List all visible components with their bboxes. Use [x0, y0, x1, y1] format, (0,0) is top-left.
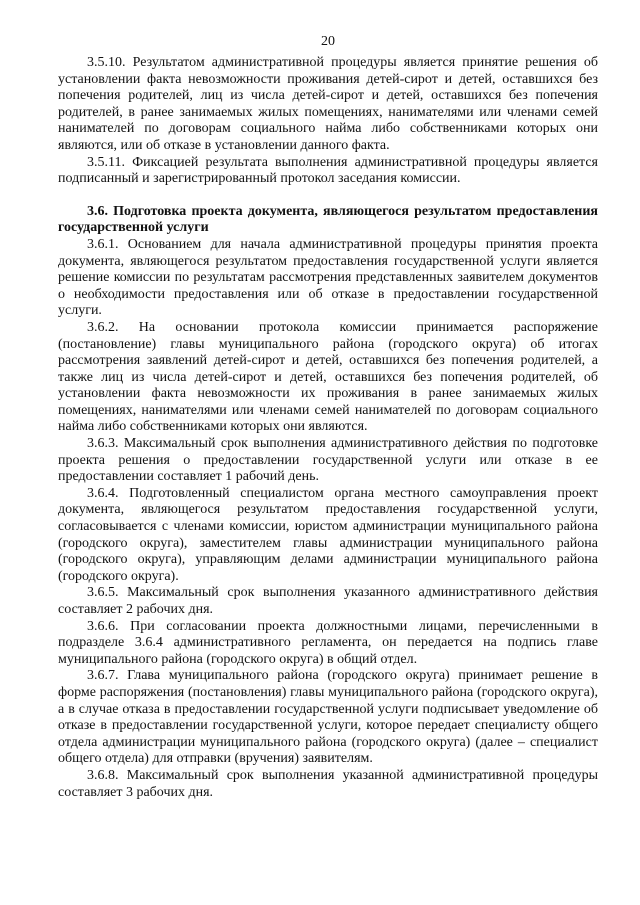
paragraph-3-6-3: 3.6.3. Максимальный срок выполнения административного действия по подготовке проекта решения о предоставлении государственной услуги или отказе в ее предоставлении составляет 1 рабочий день.: [58, 436, 598, 485]
paragraph-3-6-2: 3.6.2. На основании протокола комиссии принимается распоряжение (постановление) главы муниципального района (городского округа) об итогах рассмотрения заявлений детей-сирот и детей, оставшихся без попечения родителей, а также лиц из числа детей-сирот и детей, оставшихся без попечения родителей, об установлении факта невозможности их проживания в ранее занимаемых жилых помещениях, нанимателями или членами семей нанимателей по договорам социального найма либо собственниками которых они являются.: [58, 319, 598, 435]
paragraph-3-6-6: 3.6.6. При согласовании проекта должностными лицами, перечисленными в подразделе 3.6.4 административного регламента, он передается на подпись главе муниципального района (городского округа) в общий отдел.: [58, 618, 598, 667]
paragraph-3-6-5: 3.6.5. Максимальный срок выполнения указанного административного действия составляет 2 рабочих дня.: [58, 585, 598, 617]
section-heading-3-6: 3.6. Подготовка проекта документа, являющегося результатом предоставления государственной услуги: [58, 203, 598, 236]
paragraph-3-5-10: 3.5.10. Результатом административной процедуры является принятие решения об установлении факта невозможности проживания детей-сирот и детей, оставшихся без попечения родителей, лиц из числа детей-сирот и детей, оставшихся без попечения родителей, в ранее занимаемых жилых помещениях, нанимателями или членами семей нанимателей по договорам социального найма либо собственниками которых они являются, или об отказе в установлении данного факта.: [58, 55, 598, 153]
page-number: 20: [321, 34, 335, 49]
paragraph-3-6-1: 3.6.1. Основанием для начала административной процедуры принятия проекта документа, являющегося результатом предоставления государственной услуги является решение комиссии по результатам рассмотрения представленных заявителем документов о необходимости предоставления или об отказе в предоставлении государственной услуги.: [58, 236, 598, 319]
paragraph-3-6-4: 3.6.4. Подготовленный специалистом органа местного самоуправления проект документа, являющегося результатом предоставления государственной услуги, согласовывается с членами комиссии, юристом администрации муниципального района (городского округа), заместителем главы администрации муниципального района (городского округа), управляющим делами администрации муниципального района (городского округа).: [58, 485, 598, 584]
paragraph-3-6-7: 3.6.7. Глава муниципального района (городского округа) принимает решение в форме распоряжения (постановления) главы муниципального района (городского округа), а в случае отказа в предоставлении государственной услуги подписывает уведомление об отказе в предоставлении государственной услуги, которое передает специалисту общего отдела администрации муниципального района (городского округа) (далее – специалист общего отдела) для отправки (вручения) заявителям.: [58, 668, 598, 767]
document-page: [58, 0, 598, 801]
paragraph-3-5-11: 3.5.11. Фиксацией результата выполнения административной процедуры является подписанный и зарегистрированный протокол заседания комиссии.: [58, 154, 598, 187]
paragraph-3-6-8: 3.6.8. Максимальный срок выполнения указанной административной процедуры составляет 3 рабочих дня.: [58, 767, 598, 800]
document-body: [58, 55, 598, 801]
